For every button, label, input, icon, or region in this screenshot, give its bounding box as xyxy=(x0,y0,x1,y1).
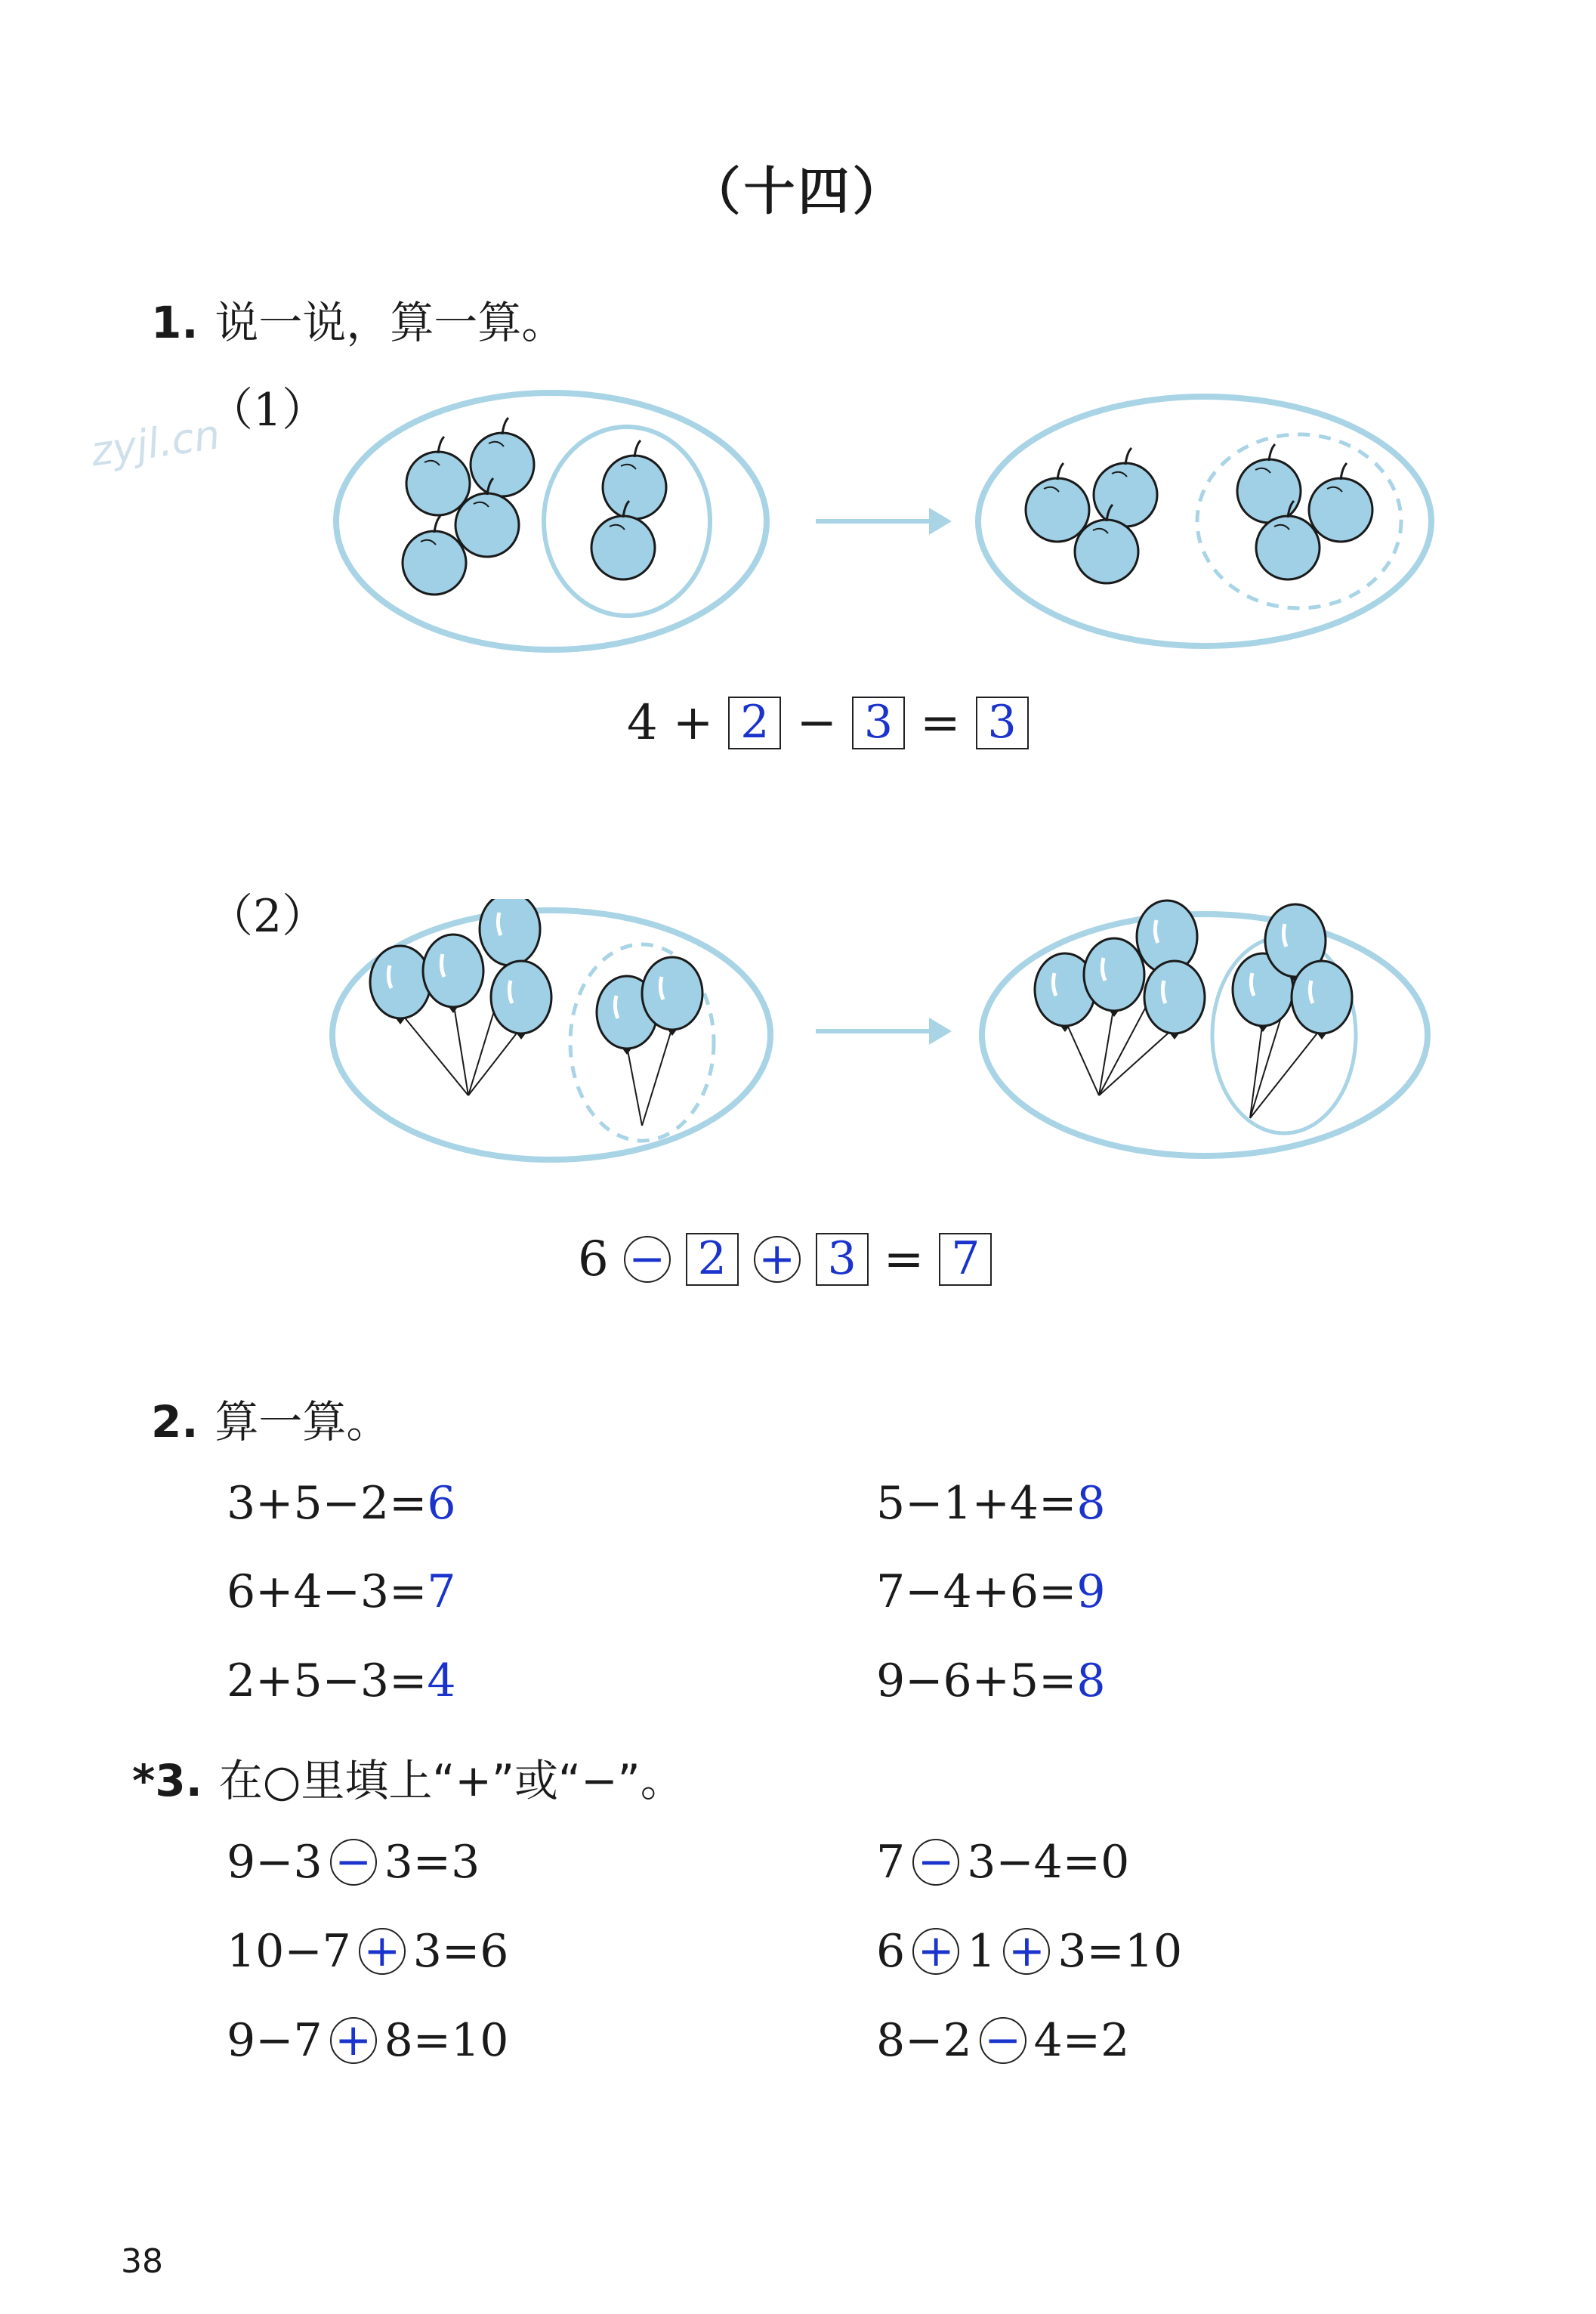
expression-part: 3=3 xyxy=(384,1836,480,1889)
expression-part: 3=6 xyxy=(412,1925,509,1978)
operator-circle[interactable]: − xyxy=(624,1236,671,1283)
balloon-icon xyxy=(491,961,551,1040)
answer-box[interactable]: 3 xyxy=(852,697,905,749)
q1-part1-equation xyxy=(619,695,1036,751)
q2-item xyxy=(227,1477,456,1530)
equals-sign: = xyxy=(919,695,961,751)
balloon-icon xyxy=(480,899,540,972)
q1-number: 1. xyxy=(151,297,199,348)
q3-item xyxy=(227,2014,508,2067)
balloons-illustration xyxy=(325,899,1443,1186)
operand-a: 6 xyxy=(578,1231,609,1287)
apple-icon xyxy=(1026,463,1089,542)
q3-text: 在○里填上“+”或“−”。 xyxy=(218,1755,684,1806)
q2-item xyxy=(876,1477,1106,1530)
q2-item xyxy=(227,1654,456,1707)
q3-item xyxy=(876,1836,1129,1889)
arrow-head xyxy=(929,1018,952,1045)
operator-circle[interactable]: + xyxy=(754,1236,801,1283)
answer[interactable]: 8 xyxy=(1076,1654,1106,1707)
apples-illustration xyxy=(325,378,1443,665)
answer[interactable]: 6 xyxy=(427,1477,456,1530)
q3-heading xyxy=(132,1745,684,1809)
q2-heading xyxy=(151,1386,390,1450)
answer[interactable]: 7 xyxy=(427,1565,456,1618)
operator-circle[interactable]: − xyxy=(330,1839,377,1886)
operator-circle[interactable]: − xyxy=(980,2017,1026,2064)
expression: 7−4+6= xyxy=(876,1565,1077,1618)
answer[interactable]: 4 xyxy=(427,1654,456,1707)
page-title: （十四） xyxy=(689,162,907,222)
q3-item xyxy=(876,1925,1182,1978)
balloon-icon xyxy=(370,946,431,1024)
watermark: zyjl.cn xyxy=(88,410,223,476)
operator-minus: − xyxy=(796,695,837,751)
answer-box[interactable]: 2 xyxy=(686,1233,739,1286)
expression-part: 8=10 xyxy=(384,2014,509,2067)
q2-number: 2. xyxy=(151,1396,199,1447)
q2-item xyxy=(876,1654,1106,1707)
left-set-ellipse xyxy=(336,393,767,650)
q3-item xyxy=(876,2014,1129,2067)
operand-a: 4 xyxy=(627,695,658,751)
balloon-icon xyxy=(423,935,483,1013)
q1-part2-equation xyxy=(570,1231,999,1287)
q3-item xyxy=(227,1925,508,1978)
right-set-ellipse xyxy=(982,914,1428,1156)
answer-box[interactable]: 7 xyxy=(939,1233,992,1286)
operator-circle[interactable]: + xyxy=(330,2017,377,2064)
apple-icon xyxy=(603,440,666,519)
apple-icon xyxy=(1309,463,1372,542)
expression-part: 3=10 xyxy=(1057,1925,1183,1978)
equals-sign: = xyxy=(883,1231,925,1287)
expression: 5−1+4= xyxy=(876,1477,1077,1530)
expression-part: 4=2 xyxy=(1033,2014,1130,2067)
answer-box[interactable]: 3 xyxy=(976,697,1029,749)
apple-icon xyxy=(1094,448,1157,527)
q3-number: *3. xyxy=(132,1755,202,1806)
apple-icon xyxy=(1237,444,1301,523)
expression-part: 1 xyxy=(967,1925,996,1978)
arrow-head xyxy=(929,508,952,535)
balloon-icon xyxy=(1292,961,1352,1040)
expression-part: 9−3 xyxy=(227,1836,323,1889)
q1-part1-label: （1） xyxy=(208,384,328,437)
operator-circle[interactable]: + xyxy=(1003,1928,1050,1975)
expression: 2+5−3= xyxy=(227,1654,428,1707)
apple-icon xyxy=(406,437,470,515)
operator-plus: + xyxy=(672,695,714,751)
answer-box[interactable]: 3 xyxy=(816,1233,869,1286)
expression-part: 8−2 xyxy=(876,2014,972,2067)
expression: 9−6+5= xyxy=(876,1654,1077,1707)
q2-text: 算一算。 xyxy=(215,1396,391,1447)
expression-part: 10−7 xyxy=(227,1925,351,1978)
balloon-icon xyxy=(1144,961,1205,1040)
page-number: 38 xyxy=(121,2242,163,2281)
expression: 3+5−2= xyxy=(227,1477,428,1530)
expression-part: 6 xyxy=(876,1925,906,1978)
expression-part: 7 xyxy=(876,1836,906,1889)
q1-heading xyxy=(151,287,565,351)
q1-text: 说一说，算一算。 xyxy=(215,297,566,348)
expression: 6+4−3= xyxy=(227,1565,428,1618)
q1-part2-label: （2） xyxy=(208,890,328,943)
operator-circle[interactable]: + xyxy=(359,1928,406,1975)
q2-item xyxy=(876,1565,1106,1618)
expression-part: 3−4=0 xyxy=(967,1836,1130,1889)
operator-circle[interactable]: − xyxy=(912,1839,959,1886)
answer-box[interactable]: 2 xyxy=(728,697,781,749)
q2-item xyxy=(227,1565,456,1618)
operator-circle[interactable]: + xyxy=(912,1928,959,1975)
answer[interactable]: 8 xyxy=(1076,1477,1106,1530)
apple-icon xyxy=(471,418,534,496)
expression-part: 9−7 xyxy=(227,2014,323,2067)
answer[interactable]: 9 xyxy=(1076,1565,1106,1618)
q3-item xyxy=(227,1836,480,1889)
